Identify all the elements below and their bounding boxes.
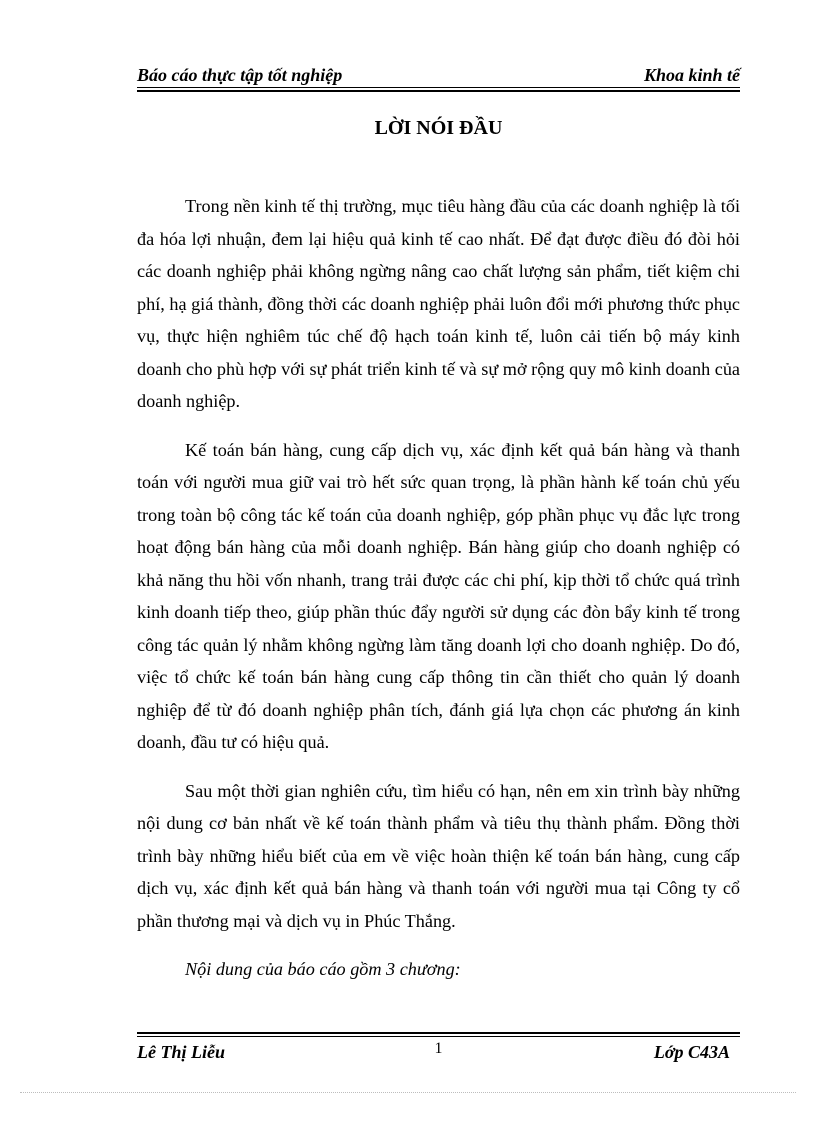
header-department: Khoa kinh tế	[643, 65, 740, 85]
paragraph-chapters-intro: Nội dung của báo cáo gồm 3 chương:	[185, 959, 461, 979]
header-rule-thick	[137, 90, 740, 92]
page-bottom-dotted-line	[20, 1092, 796, 1093]
footer-author: Lê Thị Liễu	[137, 1042, 225, 1062]
page-footer	[137, 1038, 740, 1064]
paragraph-2: Kế toán bán hàng, cung cấp dịch vụ, xác định kết quả bán hàng và thanh toán với người mua giữ vai trò hết sức quan trọng, là phần hành kế toán chủ yếu trong toàn bộ công tác kế toán của doanh nghiệp, góp phần phục vụ đắc lực trong hoạt động bán hàng của mỗi doanh nghiệp. Bán hàng giúp cho doanh nghiệp có khả năng thu hồi vốn nhanh, trang trải được các chi phí, kịp thời tổ chức quá trình kinh doanh tiếp theo, giúp phần thúc đẩy người sử dụng các đòn bẩy kinh tế trong công tác quản lý nhằm không ngừng làm tăng doanh lợi cho doanh nghiệp. Do đó, việc tổ chức kế toán bán hàng cung cấp thông tin cần thiết cho quản lý doanh nghiệp để từ đó doanh nghiệp phân tích, đánh giá lựa chọn các phương án kinh doanh, đầu tư có hiệu quả.	[137, 439, 740, 752]
footer-rule-thick	[137, 1032, 740, 1034]
page-title: LỜI NÓI ĐẦU	[374, 117, 503, 139]
footer-class: Lớp C43A	[653, 1042, 730, 1062]
paragraph-3: Sau một thời gian nghiên cứu, tìm hiểu có hạn, nên em xin trình bày những nội dung cơ bản nhất về kế toán thành phẩm và tiêu thụ thành phẩm. Đồng thời trình bày những hiểu biết của em về việc hoàn thiện kế toán bán hàng, cung cấp dịch vụ, xác định kết quả bán hàng và thanh toán với người mua tại Công ty cổ phần thương mại và dịch vụ in Phúc Thắng.	[137, 780, 740, 931]
header-report-title: Báo cáo thực tập tốt nghiệp	[137, 65, 343, 85]
page-header	[137, 64, 740, 88]
footer-rule-thin	[137, 1036, 740, 1037]
paragraph-1: Trong nền kinh tế thị trường, mục tiêu hàng đầu của các doanh nghiệp là tối đa hóa lợi nhuận, đem lại hiệu quả kinh tế cao nhất. Để đạt được điều đó đòi hỏi các doanh nghiệp phải không ngừng nâng cao chất lượng sản phẩm, tiết kiệm chi phí, hạ giá thành, đồng thời các doanh nghiệp phải luôn đổi mới phương thức phục vụ, thực hiện nghiêm túc chế độ hạch toán kinh tế, luôn cải tiến bộ máy kinh doanh cho phù hợp với sự phát triển kinh tế và sự mở rộng quy mô kinh doanh của doanh nghiệp.	[137, 196, 740, 411]
page-number: 1	[434, 1040, 443, 1057]
header-rule-thin	[137, 87, 740, 88]
body-text	[137, 190, 740, 986]
